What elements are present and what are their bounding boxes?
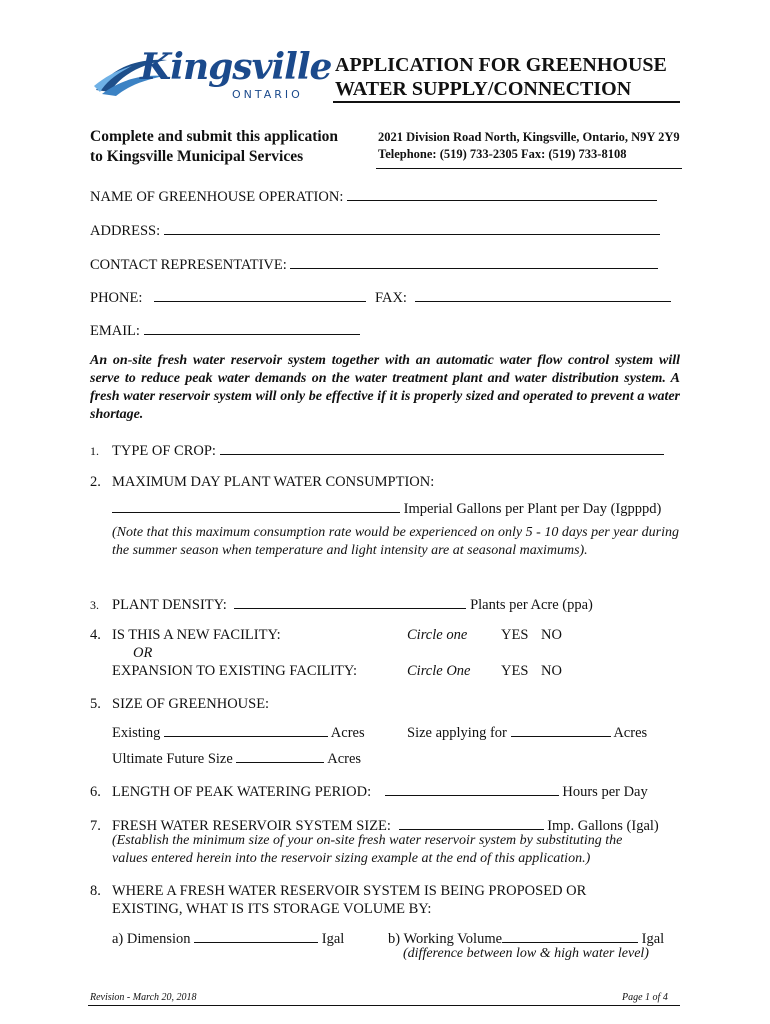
q5-label: SIZE OF GREENHOUSE:	[112, 696, 270, 712]
office-phone-fax: Telephone: (519) 733-2305 Fax: (519) 733-8108	[378, 147, 627, 161]
q2-label: MAXIMUM DAY PLANT WATER CONSUMPTION:	[112, 474, 435, 490]
q5-existing[interactable]	[112, 722, 365, 742]
field-greenhouse-name[interactable]	[90, 186, 657, 206]
q2-unit: Imperial Gallons per Plant per Day (Igpppd)	[403, 501, 662, 517]
footer-revision: Revision - March 20, 2018	[90, 992, 197, 1003]
field-fax[interactable]	[375, 287, 671, 307]
field-label: FAX:	[375, 290, 407, 306]
footer-page: Page 1 of 4	[622, 992, 668, 1003]
form-title-line2: WATER SUPPLY/CONNECTION	[335, 78, 632, 100]
q3-number: 3.	[90, 598, 99, 612]
field-label: PHONE:	[90, 290, 143, 306]
q5-size-of-greenhouse	[90, 696, 269, 713]
q8-working-label: b) Working Volume	[388, 931, 503, 947]
q4-yes-1[interactable]: YES	[501, 627, 529, 643]
header-rule	[376, 168, 682, 169]
q2-label-row	[90, 474, 434, 491]
q2-note: (Note that this maximum consumption rate would be experienced on only 5 - 10 days per year during the summer season when temperature and light intensity are at seasonal maximums).	[112, 525, 679, 558]
q7-note-line2: values entered herein into the reservoir sizing example at the end of this application.)	[112, 851, 591, 866]
q8-igal: Igal	[321, 931, 345, 947]
q6-number: 6.	[90, 784, 101, 800]
q4-expansion	[112, 663, 357, 680]
q2-answer-row[interactable]	[112, 498, 661, 518]
intro-line2: to Kingsville Municipal Services	[90, 148, 304, 165]
q8-number: 8.	[90, 883, 101, 899]
q4-circle-one-label: Circle one	[407, 627, 468, 643]
field-label: ADDRESS:	[90, 223, 161, 239]
blank-line[interactable]	[385, 781, 559, 796]
q5-number: 5.	[90, 696, 101, 712]
form-title-line1: APPLICATION FOR GREENHOUSE	[335, 54, 667, 76]
q8-working-volume[interactable]	[388, 928, 664, 948]
q4-or: OR	[133, 645, 153, 661]
q4-label2: EXPANSION TO EXISTING FACILITY:	[112, 663, 358, 679]
blank-line[interactable]	[220, 440, 664, 455]
blank-line[interactable]	[164, 220, 660, 235]
q5-applying-label: Size applying for	[407, 725, 507, 741]
q5-acres: Acres	[330, 725, 365, 741]
blank-line[interactable]	[415, 287, 671, 302]
q8-line2: EXISTING, WHAT IS ITS STORAGE VOLUME BY:	[112, 901, 432, 917]
field-label: NAME OF GREENHOUSE OPERATION:	[90, 189, 344, 205]
title-rule	[333, 101, 680, 103]
logo-subtitle: ONTARIO	[232, 88, 303, 101]
q1-number: 1.	[90, 444, 99, 458]
q4-number: 4.	[90, 627, 101, 643]
notice-paragraph: An on-site fresh water reservoir system together with an automatic water flow control system will serve to reduce peak water demands on the water treatment plant and water distribution system. A fresh water reservoir system will only be effective if it is properly sized and operated to prevent a water shortage.	[90, 353, 680, 422]
blank-line[interactable]	[511, 722, 611, 737]
q8-dimension[interactable]	[112, 928, 344, 948]
q4-label: IS THIS A NEW FACILITY:	[112, 627, 281, 643]
q8-igal: Igal	[641, 931, 665, 947]
q8-dimension-label: a) Dimension	[112, 931, 191, 947]
q5-applying[interactable]	[407, 722, 647, 742]
q5-future[interactable]	[112, 748, 361, 768]
q3-plant-density[interactable]	[90, 594, 593, 614]
q6-peak-watering[interactable]	[90, 781, 648, 801]
field-address[interactable]	[90, 220, 660, 240]
q7-reservoir-size[interactable]	[90, 815, 659, 835]
blank-line[interactable]	[399, 815, 544, 830]
field-label: CONTACT REPRESENTATIVE:	[90, 257, 287, 273]
office-address: 2021 Division Road North, Kingsville, Ontario, N9Y 2Y9	[378, 130, 680, 144]
blank-line[interactable]	[502, 928, 638, 943]
blank-line[interactable]	[144, 320, 360, 335]
field-phone[interactable]	[90, 287, 366, 307]
q1-type-of-crop[interactable]	[90, 440, 664, 460]
blank-line[interactable]	[234, 594, 466, 609]
q4-yes-2[interactable]: YES	[501, 663, 529, 679]
footer-rule	[88, 1005, 680, 1006]
q4-new-facility	[90, 627, 281, 644]
q2-number: 2.	[90, 474, 101, 490]
blank-line[interactable]	[112, 498, 400, 513]
q6-label: LENGTH OF PEAK WATERING PERIOD:	[112, 784, 372, 800]
blank-line[interactable]	[164, 722, 328, 737]
kingsville-logo	[92, 46, 332, 108]
blank-line[interactable]	[154, 287, 366, 302]
q6-unit: Hours per Day	[562, 784, 648, 800]
field-label: EMAIL:	[90, 323, 140, 339]
q7-number: 7.	[90, 818, 101, 834]
q8-label1: WHERE A FRESH WATER RESERVOIR SYSTEM IS BEING PROPOSED OR	[112, 883, 587, 899]
blank-line[interactable]	[347, 186, 657, 201]
q1-label: TYPE OF CROP:	[112, 443, 216, 459]
q3-label: PLANT DENSITY:	[112, 597, 227, 613]
blank-line[interactable]	[194, 928, 318, 943]
q4-no-1[interactable]: NO	[541, 627, 562, 643]
q5-acres: Acres	[327, 751, 362, 767]
blank-line[interactable]	[236, 748, 324, 763]
q4-no-2[interactable]: NO	[541, 663, 562, 679]
field-email[interactable]	[90, 320, 360, 340]
logo-name: Kingsville	[140, 46, 332, 88]
q7-unit: Imp. Gallons (Igal)	[547, 818, 659, 834]
q5-acres: Acres	[613, 725, 648, 741]
q8-note: (difference between low & high water level)	[403, 946, 649, 961]
blank-line[interactable]	[290, 254, 658, 269]
q8-line1	[90, 883, 586, 900]
q3-unit: Plants per Acre (ppa)	[470, 597, 593, 613]
q7-label: FRESH WATER RESERVOIR SYSTEM SIZE:	[112, 818, 391, 834]
q5-existing-label: Existing	[112, 725, 161, 741]
q7-note-line1: (Establish the minimum size of your on-site fresh water reservoir system by substituting the	[112, 833, 623, 848]
intro-line1: Complete and submit this application	[90, 128, 339, 145]
q5-future-label: Ultimate Future Size	[112, 751, 233, 767]
q4-circle-two-label: Circle One	[407, 663, 471, 679]
field-contact[interactable]	[90, 254, 658, 274]
